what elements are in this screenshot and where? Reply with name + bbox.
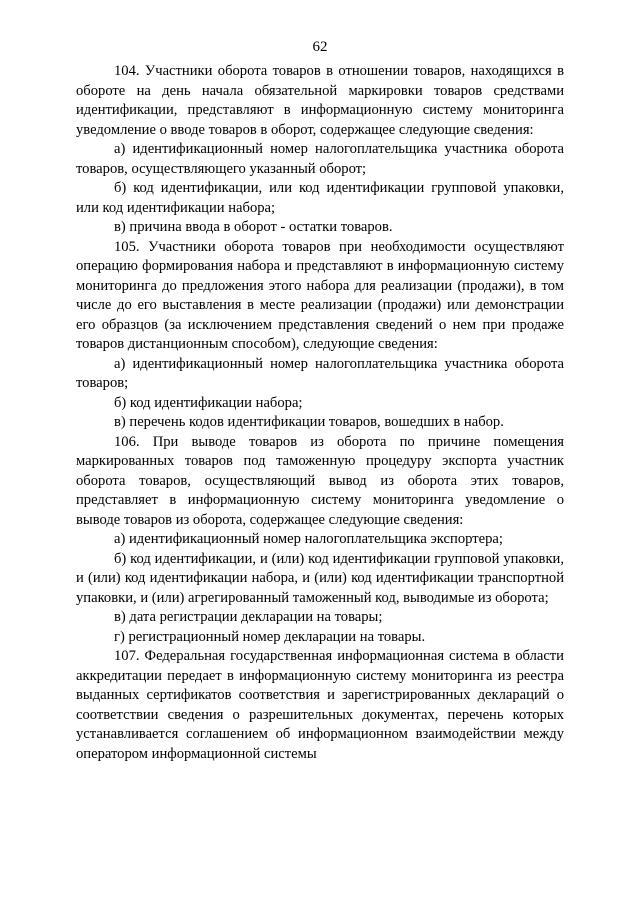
paragraph-106-item-g: г) регистрационный номер декларации на товары. xyxy=(114,628,426,645)
paragraph-104-item-b: б) код идентификации, или код идентификации групповой упаковки, или код идентификации набора; xyxy=(76,180,564,216)
paragraph-105-item-v: в) перечень кодов идентификации товаров, вошедших в набор. xyxy=(114,414,504,430)
paragraph-106-item-v: в) дата регистрации декларации на товары; xyxy=(114,609,383,625)
paragraph-106-item-b: б) код идентификации, и (или) код идентификации групповой упаковки, и (или) код идентификации набора, и (или) код идентификации транспортной упаковки, и (или) агрегированный таможенный код, выводимые из оборота; xyxy=(76,550,564,606)
paragraph-104-item-v: в) причина ввода в оборот - остатки товаров. xyxy=(114,219,393,235)
page-number: 62 xyxy=(312,39,328,55)
paragraph-107: 107. Федеральная государственная информационная система в области аккредитации передает в информационную систему мониторинга из реестра выданных сертификатов соответствия и зарегистрированных деклараций о соответствии сведения о разрешительных документах, перечень которых устанавливается соглашением об информационном взаимодействии между оператором информационной системы xyxy=(76,648,564,762)
paragraph-105-item-a: а) идентификационный номер налогоплательщика участника оборота товаров; xyxy=(76,355,564,391)
document-body xyxy=(76,62,564,764)
paragraph-105: 105. Участники оборота товаров при необходимости осуществляют операцию формирования набора и представляют в информационную систему мониторинга до предложения этого набора для реализации (продажи), в том числе до его выставления в месте реализации (продажи) или демонстрации его образцов (за исключением представления сведений о нем при продаже товаров дистанционным способом), следующие сведения: xyxy=(76,238,564,352)
paragraph-105-item-b: б) код идентификации набора; xyxy=(114,394,303,411)
paragraph-104-item-a: а) идентификационный номер налогоплательщика участника оборота товаров, осуществляющего указанный оборот; xyxy=(76,141,564,177)
paragraph-104: 104. Участники оборота товаров в отношении товаров, находящихся в обороте на день начала обязательной маркировки товаров средствами идентификации, представляют в информационную систему мониторинга уведомление о вводе товаров в оборот, содержащее следующие сведения: xyxy=(76,63,564,138)
paragraph-106: 106. При выводе товаров из оборота по причине помещения маркированных товаров под таможенную процедуру экспорта участник оборота товаров, осуществляющий вывод из оборота этих товаров, представляет в информационную систему мониторинга уведомление о выводе товаров из оборота, содержащее следующие сведения: xyxy=(76,433,564,528)
paragraph-106-item-a: а) идентификационный номер налогоплательщика экспортера; xyxy=(114,531,503,547)
